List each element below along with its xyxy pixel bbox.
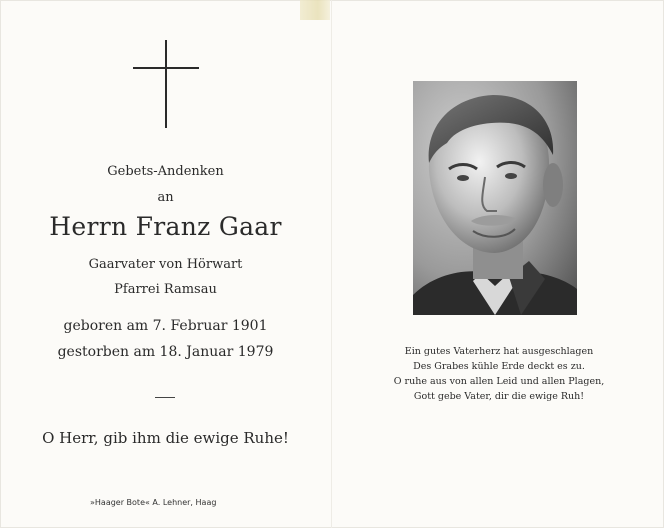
tape-mark <box>300 0 330 20</box>
deceased-title: Gaarvater von Hörwart <box>88 257 243 272</box>
poem-line: O ruhe aus von allen Leid und allen Plagen, <box>393 376 605 387</box>
deceased-name: Herrn Franz Gaar <box>49 212 282 241</box>
printer-credit: »Haager Bote« A. Lehner, Haag <box>90 498 217 507</box>
parish-name: Pfarrei Ramsau <box>114 282 217 297</box>
poem-line: Gott gebe Vater, dir die ewige Ruh! <box>413 391 585 402</box>
divider <box>155 397 175 398</box>
dedication-word: an <box>157 190 174 205</box>
poem-line: Des Grabes kühle Erde deckt es zu. <box>413 361 585 372</box>
death-date: gestorben am 18. Januar 1979 <box>57 344 274 360</box>
fold-line <box>331 0 332 528</box>
portrait-photo-icon <box>413 81 577 315</box>
cross-icon <box>133 40 199 128</box>
card-heading: Gebets-Andenken <box>107 164 224 179</box>
poem-line: Ein gutes Vaterherz hat ausgeschlagen <box>404 346 594 357</box>
prayer-line: O Herr, gib ihm die ewige Ruhe! <box>42 429 289 447</box>
birth-date: geboren am 7. Februar 1901 <box>63 318 268 334</box>
poem <box>386 344 612 404</box>
